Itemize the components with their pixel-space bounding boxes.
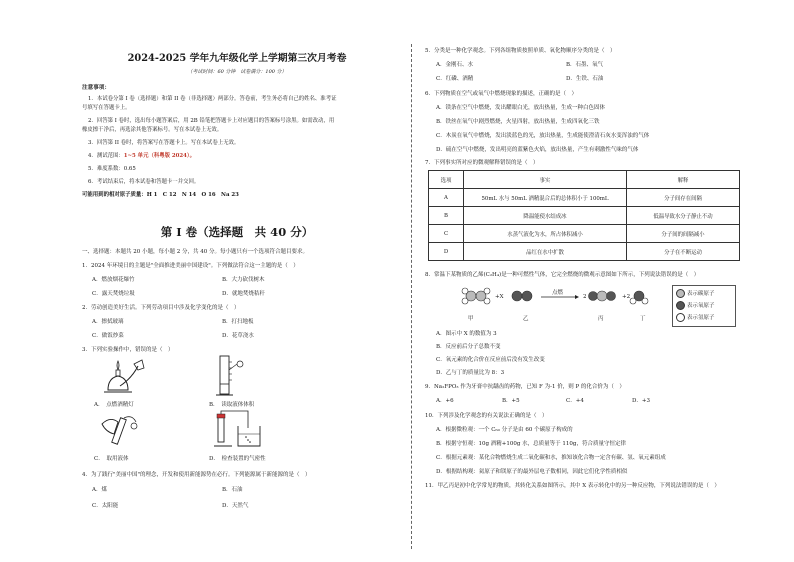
q5-option-d: D．生铁、石油 [566, 76, 604, 82]
note-line: 号填写在答题卡上。 [82, 105, 131, 111]
pouring-liquid-illustration [96, 412, 142, 450]
note-line: 橡皮擦干净后，再选涂其他答案标号。写在本试卷上无效。 [82, 127, 223, 133]
atomic-masses: 可能用到的相对原子质量：H 1 C 12 N 14 O 16 Na 23 [82, 192, 239, 198]
q1-option-c: C．露天焚烧垃圾 [92, 291, 135, 297]
part1-intro: 一、选择题：本题共 20 小题，每小题 2 分，共 40 分。每小题只有一个选项符合题目要求。 [82, 249, 308, 255]
q2-option-a: A．擦拭玻璃 [92, 319, 124, 325]
q6-option-c: C．木炭在氧气中燃烧，发出淡蓝色的光，放出热量，生成能使澄清石灰水变浑浊的气体 [436, 133, 650, 139]
table-cell: 分子间存在间隔 [627, 189, 740, 207]
q1-option-b: B．大力砍伐树木 [222, 277, 265, 283]
lighting-alcohol-lamp-illustration [98, 356, 148, 396]
question-2: 2．劳动创造美好生活。下列劳动项目中涉及化学变化的是（ ） [82, 305, 240, 311]
question-11: 11．甲乙丙是初中化学常见的物质，其转化关系如图所示，其中 X 表示转化中的另一种反应物，下列说法错误的是（ ） [425, 483, 720, 489]
airtightness-apparatus-illustration [210, 410, 272, 450]
table-header: 选项 [429, 171, 464, 189]
q3-option-d: D． 检查装置的气密性 [209, 456, 266, 462]
q2-option-b: B．打扫地板 [222, 319, 254, 325]
table-header: 解释 [627, 171, 740, 189]
note-line-scope [88, 152, 388, 161]
table-cell: A [429, 189, 464, 207]
column-divider [411, 44, 412, 549]
notes-heading: 注意事项： [82, 85, 110, 91]
legend-hydrogen: 表示氢原子 [687, 315, 715, 321]
q9-option-c: C．+4 [566, 398, 584, 404]
table-cell: 品红在水中扩散 [464, 243, 627, 261]
q4-option-d: D．天然气 [222, 503, 249, 509]
q8-option-c: C．氧元素的化合价在反应前后没有发生改变 [436, 357, 545, 363]
q2-option-d: D．花草浇水 [222, 333, 254, 339]
note-line: 5．难度系数：0.65 [88, 166, 136, 172]
coefficient-label: +2 [622, 294, 631, 300]
measuring-cylinder-illustration [210, 354, 250, 398]
part1-title: 第 I 卷（选择题 共 40 分） [160, 225, 314, 239]
table-row [429, 225, 740, 243]
label-yi: 乙 [523, 316, 529, 322]
q7-table [428, 170, 740, 261]
q8-option-a: A．图示中 X 的数值为 3 [436, 331, 497, 337]
q5-option-b: B．石墨、氧气 [566, 62, 604, 68]
table-cell: C [429, 225, 464, 243]
legend-carbon: 表示碳原子 [687, 291, 715, 297]
plus-x-label: +X [495, 294, 504, 300]
q9-option-b: B．+5 [502, 398, 520, 404]
exam-title: 2024-2025 学年九年级化学上学期第三次月考卷 [127, 53, 347, 64]
table-header-row [429, 171, 740, 189]
q9-option-d: D．+3 [632, 398, 651, 404]
oxygen-legend-swatch [676, 301, 685, 310]
question-6: 6．下列物质在空气或氧气中燃烧现象的描述，正确的是（ ） [425, 91, 578, 97]
q8-option-d: D．乙与丁的质量比为 8：3 [436, 370, 505, 376]
note-line: 6．考试结束后，将本试卷和答题卡一并交回。 [88, 179, 200, 185]
note-line: 1．本试卷分第 I 卷（选择题）和第 II 卷（非选择题）两部分。答卷前，考生务必将自己的姓名、准考证 [88, 96, 337, 102]
carbon-legend-swatch [676, 289, 685, 298]
legend-oxygen: 表示氧原子 [687, 303, 715, 309]
q10-option-a: A．根据微粒观：一个 C₆₀ 分子是由 60 个碳原子构成的 [436, 427, 573, 433]
question-5: 5．分类是一种化学观念。下列各组物质按照单质、氧化物顺序分类的是（ ） [425, 48, 616, 54]
note-line: 2．回答第 I 卷时，选出每小题答案后，用 2B 铅笔把答题卡上对应题目的答案标号涂黑。如需改动，用 [88, 118, 335, 124]
q5-option-c: C．红磷、酒精 [436, 76, 474, 82]
q5-option-a: A．金刚石、水 [436, 62, 473, 68]
q3-option-a: A． 点燃酒精灯 [94, 402, 134, 408]
table-row [429, 243, 740, 261]
table-cell: 水蒸气液化为水，所占体积减小 [464, 225, 627, 243]
q6-option-b: B．铁丝在氧气中剧烈燃烧，火星四射，放出热量，生成四氧化三铁 [436, 119, 600, 125]
table-cell: 降温能使水结成冰 [464, 207, 627, 225]
q4-option-b: B．石油 [222, 487, 243, 493]
question-8: 8．常温下某物质的乙烯(C₂H₄)是一种可燃性气体，它完全燃烧的微观示意图如下所示，下列说法错误的是（ ） [425, 272, 700, 278]
label-jia: 甲 [468, 316, 474, 322]
label-bing: 丙 [598, 316, 604, 322]
table-cell: 50mL 水与 50mL 酒精混合后的总体积小于 100mL [464, 189, 627, 207]
question-3: 3．下列实验操作中，错误的是（ ） [82, 347, 174, 353]
note-line: 3．回答第 II 卷时，将答案写在答题卡上。写在本试卷上无效。 [88, 140, 240, 146]
q3-option-c: C． 取用液体 [94, 456, 129, 462]
table-header: 事实 [464, 171, 627, 189]
q10-option-d: D．根据结构观：氦原子和镁原子的最外层电子数相同，因此它们化学性质相似 [436, 469, 628, 475]
q4-option-c: C．太阳能 [92, 503, 119, 509]
question-9: 9．Na₂FPO₃ 作为牙膏中抗龋齿的药物，已知 F 为-1 价，则 P 的化合价为（ ） [425, 384, 625, 390]
q1-option-a: A．燃放烟花爆竹 [92, 277, 135, 283]
table-row [429, 207, 740, 225]
table-cell: 分子间的间隔减小 [627, 225, 740, 243]
question-7: 7．下列事实所对应的微观解释错误的是（ ） [425, 160, 539, 166]
q3-option-b: B． 读取液体体积 [209, 402, 255, 408]
exam-subtitle: （考试时间：60 分钟 试卷满分：100 分） [187, 69, 287, 75]
condition-label: 点燃 [552, 290, 564, 296]
coefficient-label: 2 [583, 294, 587, 300]
q2-option-c: C．做饭炒菜 [92, 333, 124, 339]
label-ding: 丁 [640, 316, 646, 322]
q6-option-d: D．硫在空气中燃烧，发出明亮的蓝紫色火焰，放出热量，产生有刺激性气味的气体 [436, 147, 639, 153]
table-row [429, 189, 740, 207]
scope-value: 1~5 单元（科粤版 2024）。 [123, 153, 195, 159]
hydrogen-legend-swatch [676, 313, 685, 322]
q10-option-b: B．根据守恒观：10g 酒精+100g 水，总质量等于 110g，符合质量守恒定律 [436, 441, 626, 447]
question-4: 4．为了践行"美丽中国"的理念，开发和使用新能源势在必行。下列能源属于新能源的是（ ） [82, 472, 311, 478]
q4-option-a: A．煤 [92, 487, 107, 493]
question-10: 10．下列涉及化学观念的有关说法正确的是（ ） [425, 413, 548, 419]
table-cell: 低温导致水分子静止不动 [627, 207, 740, 225]
q8-option-b: B．反应前后分子总数不变 [436, 344, 501, 350]
q10-option-c: C．根据元素观：某化合物燃烧生成二氧化碳和水，推知该化合物一定含有碳、氢、氧元素组成 [436, 455, 666, 461]
q6-option-a: A．镁条在空气中燃烧，发出耀眼白光，放出热量，生成一种白色固体 [436, 105, 605, 111]
q1-option-d: D．就地焚烧秸秆 [222, 291, 265, 297]
table-cell: D [429, 243, 464, 261]
q9-option-a: A．+6 [436, 398, 454, 404]
table-cell: 分子在不断运动 [627, 243, 740, 261]
question-1: 1．2024 年环境日的主题是"全面推进美丽中国建设"。下列做法符合这一主题的是（ ） [82, 263, 299, 269]
table-cell: B [429, 207, 464, 225]
scope-label: 4．测试范围： [88, 153, 124, 159]
